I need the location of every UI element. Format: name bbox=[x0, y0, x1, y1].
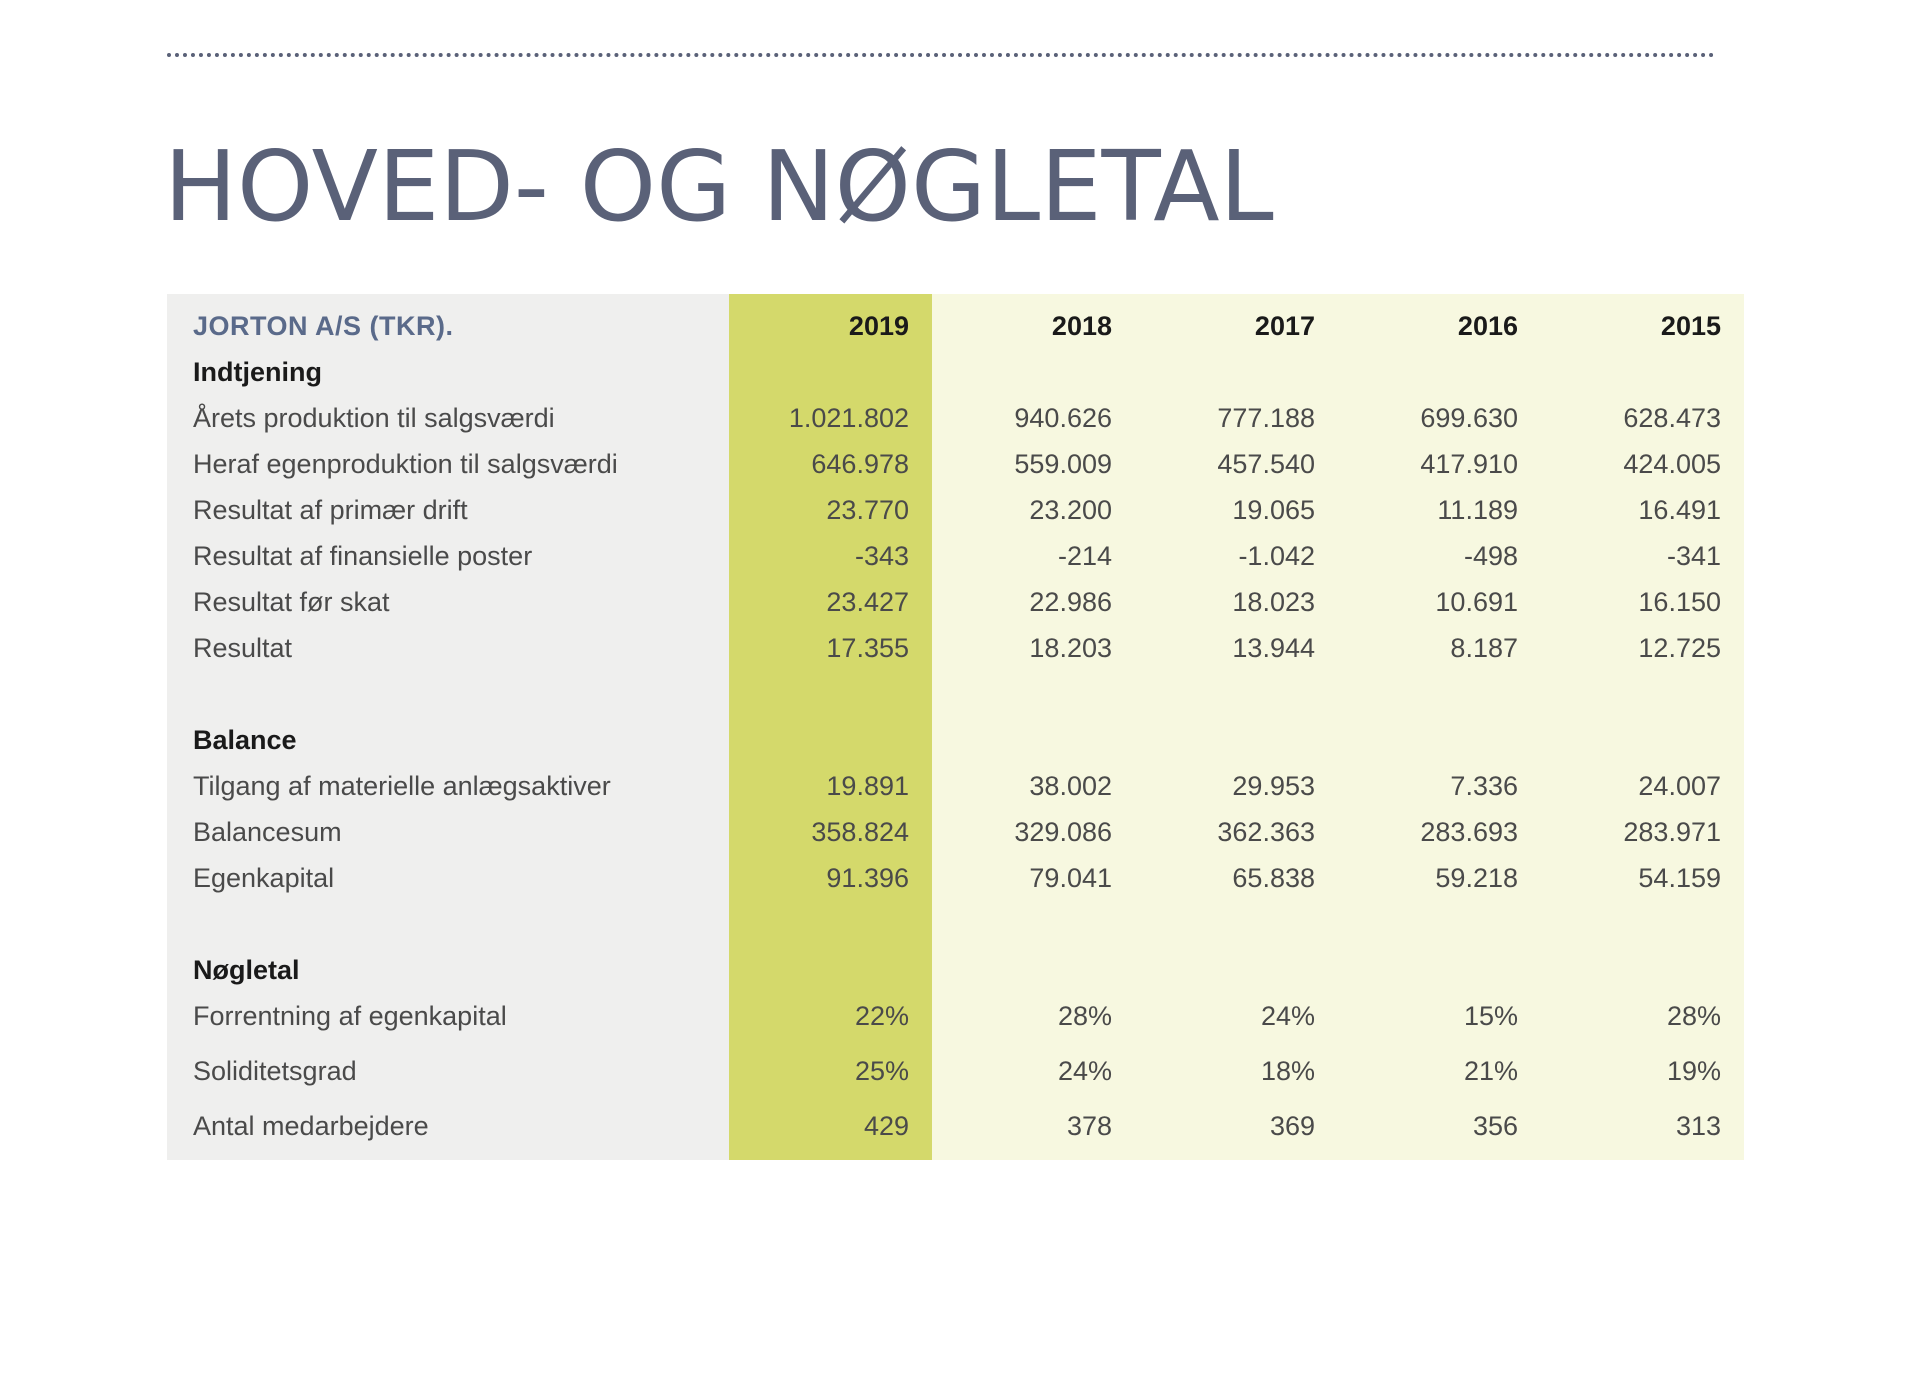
page-title: HOVED- OG NØGLETAL bbox=[164, 130, 1274, 243]
row-value: 777.188 bbox=[1217, 403, 1315, 433]
row-value: 429 bbox=[863, 1111, 909, 1141]
row-value: 11.189 bbox=[1437, 495, 1518, 525]
row-value: 369 bbox=[1269, 1111, 1315, 1141]
row-label: Resultat af primær drift bbox=[193, 495, 468, 525]
row-value: 8.187 bbox=[1450, 633, 1518, 663]
row-value: 1.021.802 bbox=[788, 403, 909, 433]
row-value: 24% bbox=[1260, 1001, 1315, 1031]
row-label: Resultat af finansielle poster bbox=[193, 541, 533, 571]
row-value: 79.041 bbox=[1029, 863, 1112, 893]
row-label: Soliditetsgrad bbox=[193, 1056, 357, 1086]
row-value: 65.838 bbox=[1232, 863, 1315, 893]
row-value: 628.473 bbox=[1623, 403, 1721, 433]
row-label: Tilgang af materielle anlægsaktiver bbox=[193, 771, 611, 801]
section-heading-row bbox=[167, 720, 1744, 760]
row-value: -498 bbox=[1463, 541, 1518, 571]
company-label: JORTON A/S (TKR). bbox=[193, 311, 454, 341]
row-value: 362.363 bbox=[1217, 817, 1315, 847]
year-header: 2017 bbox=[1254, 311, 1315, 341]
row-value: 24.007 bbox=[1638, 771, 1721, 801]
row-value: 54.159 bbox=[1638, 863, 1721, 893]
row-value: 25% bbox=[854, 1056, 909, 1086]
row-value: 28% bbox=[1057, 1001, 1112, 1031]
key-figures-table bbox=[167, 294, 1744, 1160]
row-value: 378 bbox=[1066, 1111, 1112, 1141]
row-value: 16.491 bbox=[1638, 495, 1721, 525]
row-value: -341 bbox=[1666, 541, 1721, 571]
row-value: 10.691 bbox=[1435, 587, 1518, 617]
row-value: 283.693 bbox=[1420, 817, 1518, 847]
year-header: 2015 bbox=[1660, 311, 1721, 341]
table-row bbox=[167, 582, 1744, 622]
row-value: 22.986 bbox=[1029, 587, 1112, 617]
row-value: 17.355 bbox=[826, 633, 909, 663]
row-label: Resultat bbox=[193, 633, 293, 663]
row-value: 12.725 bbox=[1638, 633, 1721, 663]
table-row bbox=[167, 766, 1744, 806]
table-row bbox=[167, 1051, 1744, 1091]
row-label: Årets produktion til salgsværdi bbox=[193, 403, 555, 433]
row-value: 23.200 bbox=[1029, 495, 1112, 525]
row-value: 23.770 bbox=[826, 495, 909, 525]
section-heading: Nøgletal bbox=[193, 955, 300, 985]
row-value: 417.910 bbox=[1420, 449, 1518, 479]
row-value: 18.023 bbox=[1232, 587, 1315, 617]
row-value: 16.150 bbox=[1638, 587, 1721, 617]
row-value: 23.427 bbox=[826, 587, 909, 617]
row-value: 19% bbox=[1666, 1056, 1721, 1086]
row-value: 356 bbox=[1472, 1111, 1518, 1141]
table-row bbox=[167, 996, 1744, 1036]
row-value: 940.626 bbox=[1014, 403, 1112, 433]
row-value: 424.005 bbox=[1623, 449, 1721, 479]
row-value: 18.203 bbox=[1029, 633, 1112, 663]
row-value: 24% bbox=[1057, 1056, 1112, 1086]
row-value: 559.009 bbox=[1014, 449, 1112, 479]
table-row bbox=[167, 490, 1744, 530]
table-row bbox=[167, 444, 1744, 484]
row-value: 19.065 bbox=[1232, 495, 1315, 525]
row-value: 646.978 bbox=[811, 449, 909, 479]
year-header: 2016 bbox=[1457, 311, 1518, 341]
row-value: 699.630 bbox=[1420, 403, 1518, 433]
section-heading: Indtjening bbox=[193, 357, 322, 387]
table-header-row bbox=[167, 306, 1744, 346]
row-value: 13.944 bbox=[1232, 633, 1315, 663]
row-value: 21% bbox=[1463, 1056, 1518, 1086]
dotted-divider bbox=[167, 53, 1715, 57]
row-value: 28% bbox=[1666, 1001, 1721, 1031]
row-value: 329.086 bbox=[1014, 817, 1112, 847]
row-value: 19.891 bbox=[826, 771, 909, 801]
row-value: -214 bbox=[1057, 541, 1112, 571]
table-row bbox=[167, 398, 1744, 438]
table-row bbox=[167, 812, 1744, 852]
year-header: 2018 bbox=[1051, 311, 1112, 341]
row-label: Forrentning af egenkapital bbox=[193, 1001, 507, 1031]
table-row bbox=[167, 628, 1744, 668]
table-row bbox=[167, 536, 1744, 576]
row-value: -343 bbox=[854, 541, 909, 571]
row-value: 59.218 bbox=[1435, 863, 1518, 893]
year-header: 2019 bbox=[848, 311, 909, 341]
row-label: Antal medarbejdere bbox=[193, 1111, 429, 1141]
section-heading: Balance bbox=[193, 725, 297, 755]
row-label: Resultat før skat bbox=[193, 587, 390, 617]
row-value: 15% bbox=[1463, 1001, 1518, 1031]
section-heading-row bbox=[167, 352, 1744, 392]
row-value: 18% bbox=[1260, 1056, 1315, 1086]
row-value: 91.396 bbox=[826, 863, 909, 893]
section-heading-row bbox=[167, 950, 1744, 990]
row-value: 457.540 bbox=[1217, 449, 1315, 479]
row-label: Heraf egenproduktion til salgsværdi bbox=[193, 449, 618, 479]
table-row bbox=[167, 858, 1744, 898]
row-value: 313 bbox=[1675, 1111, 1721, 1141]
row-value: 29.953 bbox=[1232, 771, 1315, 801]
row-value: 358.824 bbox=[811, 817, 909, 847]
row-value: 7.336 bbox=[1450, 771, 1518, 801]
table-row bbox=[167, 1106, 1744, 1146]
row-value: 22% bbox=[854, 1001, 909, 1031]
row-label: Balancesum bbox=[193, 817, 342, 847]
row-label: Egenkapital bbox=[193, 863, 335, 893]
row-value: -1.042 bbox=[1238, 541, 1315, 571]
row-value: 283.971 bbox=[1623, 817, 1721, 847]
row-value: 38.002 bbox=[1029, 771, 1112, 801]
